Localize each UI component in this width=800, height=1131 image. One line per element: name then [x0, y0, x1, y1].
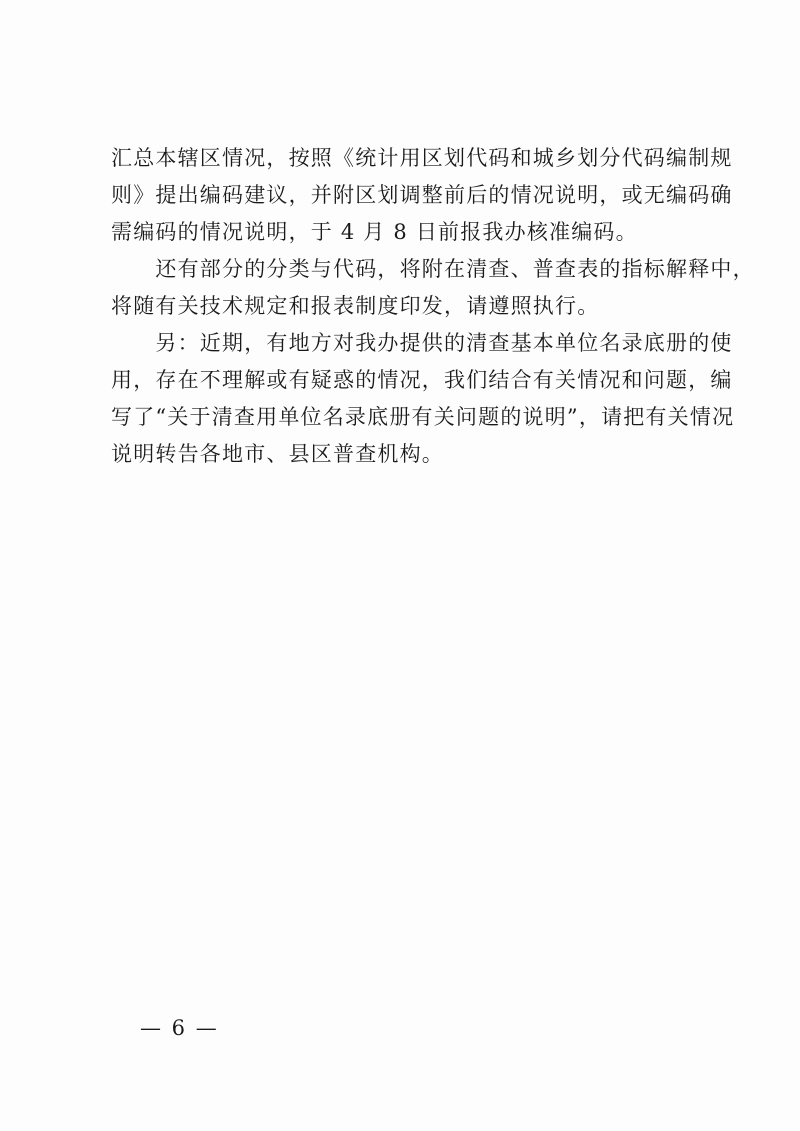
paragraph-line: 说明转告各地市、县区普查机构。 — [111, 442, 444, 466]
paragraph-line: 写了“关于清查用单位名录底册有关问题的说明”，请把有关情况 — [111, 405, 735, 429]
paragraph-line: 将随有关技术规定和报表制度印发，请遵照执行。 — [111, 294, 600, 318]
paragraph-line: 则》提出编码建议，并附区划调整前后的情况说明，或无编码确 — [111, 183, 733, 207]
page-number: — 6 — — [140, 1016, 219, 1040]
paragraph-line: 汇总本辖区情况，按照《统计用区划代码和城乡划分代码编制规 — [111, 146, 733, 170]
paragraph-1 — [111, 140, 733, 251]
paragraph-2 — [111, 251, 755, 325]
paragraph-line: 另：近期，有地方对我办提供的清查基本单位名录底册的使 — [111, 331, 733, 355]
paragraph-line: 还有部分的分类与代码，将附在清查、普查表的指标解释中， — [111, 257, 755, 281]
paragraph-line: 用，存在不理解或有疑惑的情况，我们结合有关情况和问题，编 — [111, 368, 733, 392]
document-body — [111, 140, 755, 473]
paragraph-line: 需编码的情况说明，于 4 月 8 日前报我办核准编码。 — [111, 220, 638, 244]
paragraph-3 — [111, 325, 735, 473]
